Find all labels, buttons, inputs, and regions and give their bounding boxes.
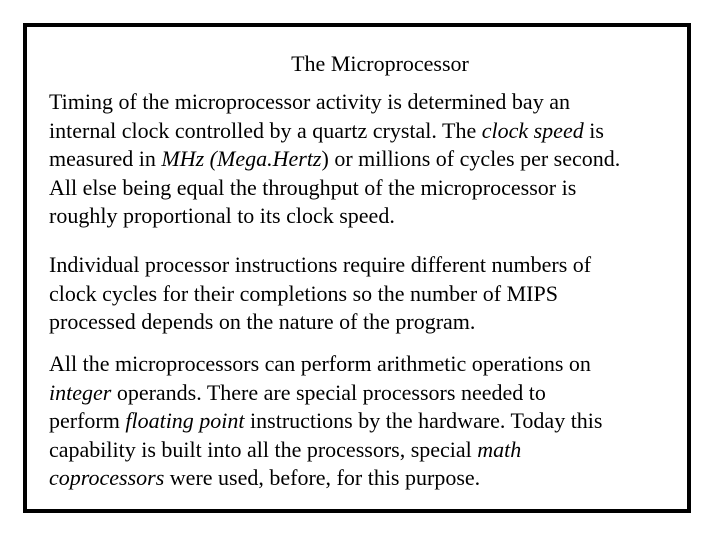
text-run: internal clock controlled by a quartz crystal. The <box>49 117 482 143</box>
text-run: capability is built into all the processors, special <box>49 436 478 462</box>
text-run: instructions by the hardware. Today this <box>244 408 603 433</box>
text-line <box>49 251 689 280</box>
text-run: operands. There are special processors needed to <box>111 379 546 405</box>
paragraph-mips <box>49 251 689 337</box>
text-line <box>49 88 689 117</box>
text-run: were used, before, for this purpose. <box>164 465 481 490</box>
emphasis-math: math <box>477 436 522 462</box>
emphasis-coprocessors: coprocessors <box>49 465 165 490</box>
text-run: roughly proportional to its clock speed. <box>49 203 395 228</box>
emphasis-mhz: MHz (Mega.Hertz <box>161 146 322 171</box>
text-line <box>49 464 689 493</box>
text-run: measured in <box>49 146 162 171</box>
text-run: Timing of the microprocessor activity is determined bay an <box>49 89 570 114</box>
paragraph-arithmetic <box>49 350 689 493</box>
text-run: clock cycles for their completions so the number of MIPS <box>49 280 558 306</box>
text-run: All else being equal the throughput of the microprocessor is <box>49 174 577 200</box>
emphasis-clock-speed: clock speed <box>481 117 584 143</box>
text-line <box>49 280 689 309</box>
text-run: Individual processor instructions require different numbers of <box>49 252 592 277</box>
text-line <box>49 202 689 231</box>
slide-frame <box>23 23 691 513</box>
text-line <box>49 308 689 337</box>
text-line <box>49 117 689 146</box>
text-run: perform <box>49 408 126 433</box>
text-line <box>49 145 689 174</box>
slide-title: The Microprocessor <box>291 51 469 76</box>
emphasis-integer: integer <box>49 379 112 405</box>
text-run: is <box>583 117 604 143</box>
text-line <box>49 350 689 379</box>
text-line <box>49 379 689 408</box>
text-run: processed depends on the nature of the program. <box>49 309 476 334</box>
text-line <box>49 407 689 436</box>
paragraph-clock-speed <box>49 88 689 231</box>
text-run: ) or millions of cycles per second. <box>321 146 621 171</box>
text-line <box>49 436 689 465</box>
text-line <box>49 174 689 203</box>
emphasis-floating-point: floating point <box>125 408 245 433</box>
text-run: All the microprocessors can perform arithmetic operations on <box>49 351 591 376</box>
